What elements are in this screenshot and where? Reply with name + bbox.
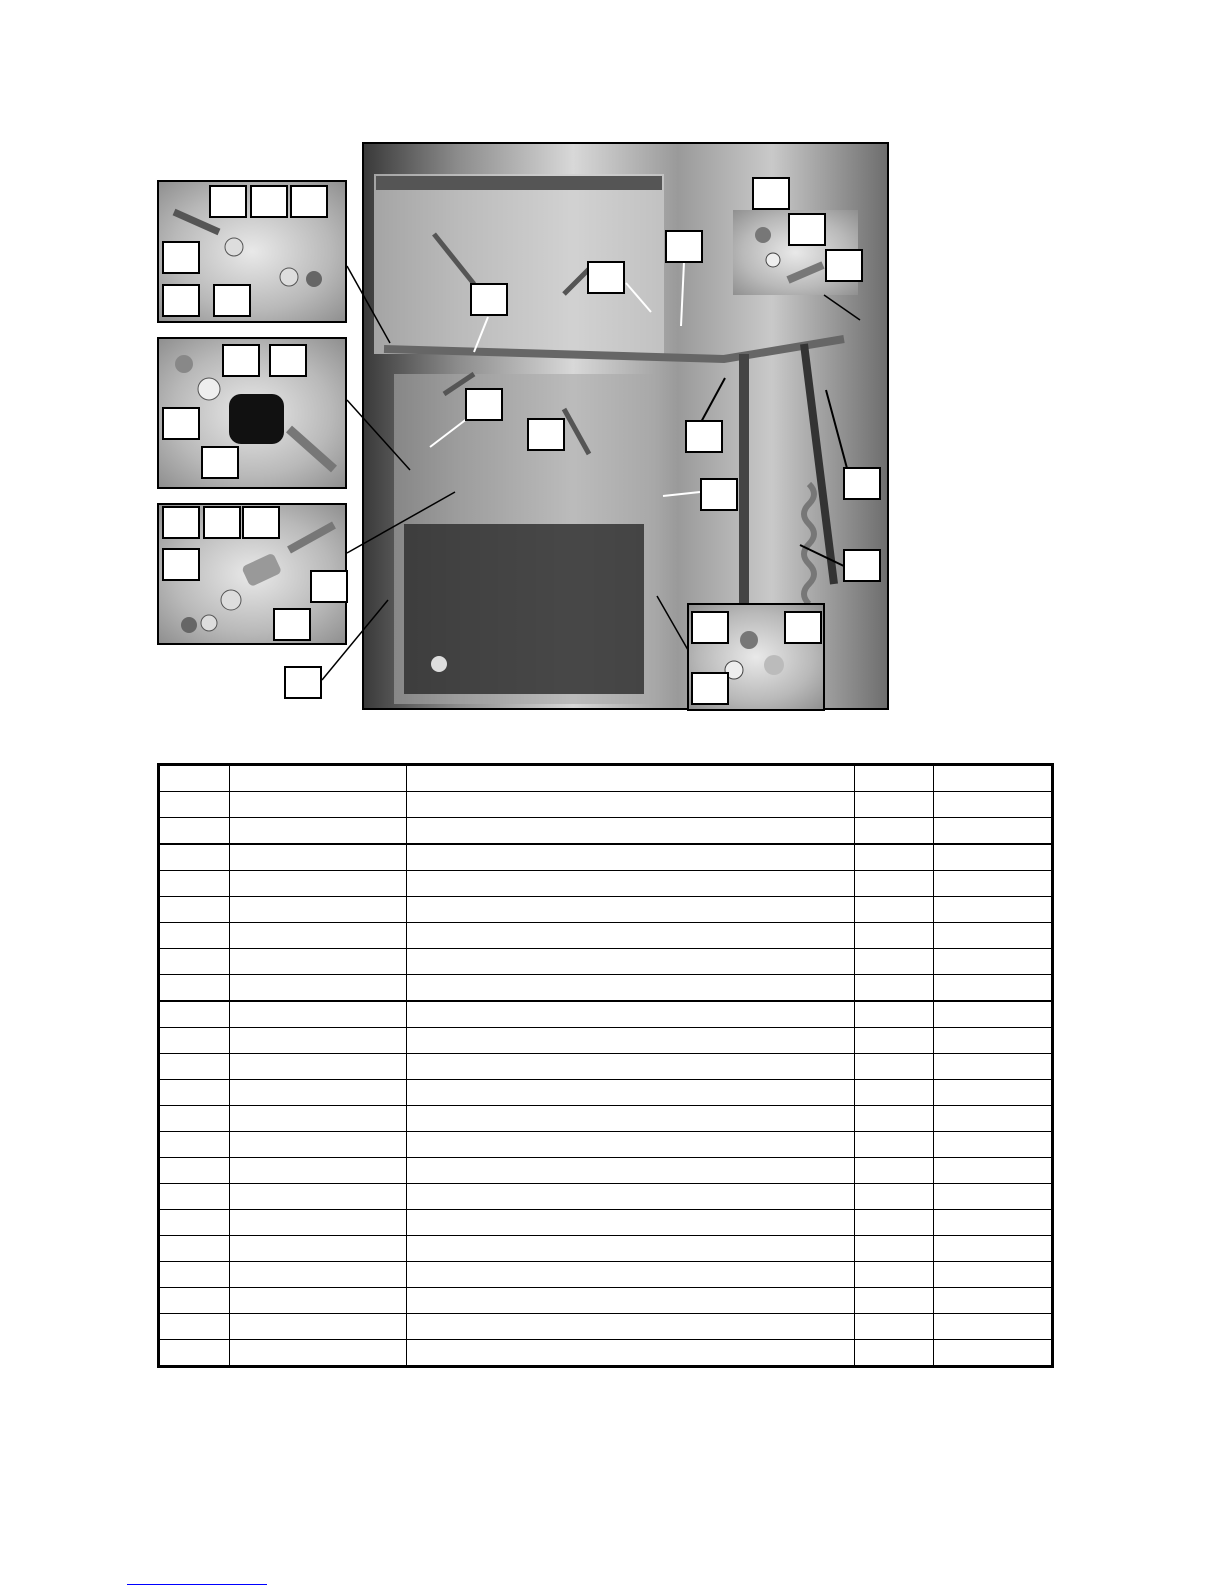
table-cell xyxy=(407,1001,854,1028)
callout-box xyxy=(465,388,503,421)
table-cell xyxy=(854,792,934,818)
table-cell xyxy=(229,1028,406,1054)
table-cell xyxy=(229,1158,406,1184)
callout-box xyxy=(162,407,200,440)
table-cell xyxy=(854,1184,934,1210)
callout-box xyxy=(752,177,790,210)
table-cell xyxy=(159,1054,230,1080)
table-cell xyxy=(407,1210,854,1236)
table-cell xyxy=(934,844,1053,871)
table-cell xyxy=(159,1158,230,1184)
callout-box xyxy=(843,549,881,582)
table-cell xyxy=(854,1001,934,1028)
table-cell xyxy=(159,949,230,975)
table-cell xyxy=(934,1158,1053,1184)
table-cell xyxy=(407,1028,854,1054)
parts-list-table xyxy=(157,763,1054,1368)
table-cell xyxy=(229,923,406,949)
table-cell xyxy=(934,1132,1053,1158)
table-row xyxy=(159,1001,1053,1028)
callout-box xyxy=(222,344,260,377)
callout-box xyxy=(162,241,200,274)
table-cell xyxy=(934,1210,1053,1236)
table-cell xyxy=(229,792,406,818)
table-row xyxy=(159,975,1053,1002)
table-cell xyxy=(854,1028,934,1054)
table-row xyxy=(159,1158,1053,1184)
table-cell xyxy=(854,1340,934,1367)
table-row xyxy=(159,1054,1053,1080)
table-cell xyxy=(854,1314,934,1340)
table-cell xyxy=(229,818,406,845)
table-cell xyxy=(934,1288,1053,1314)
callout-box xyxy=(700,478,738,511)
table-cell xyxy=(159,1028,230,1054)
table-cell xyxy=(854,844,934,871)
table-cell xyxy=(407,818,854,845)
table-cell xyxy=(159,1210,230,1236)
table-cell xyxy=(934,818,1053,845)
table-cell xyxy=(934,1106,1053,1132)
table-cell xyxy=(934,897,1053,923)
callout-box xyxy=(273,608,311,641)
table-cell xyxy=(854,1288,934,1314)
table-row xyxy=(159,1288,1053,1314)
table-cell xyxy=(934,1001,1053,1028)
table-cell xyxy=(407,1132,854,1158)
table-cell xyxy=(934,1184,1053,1210)
table-cell xyxy=(159,1080,230,1106)
table-cell xyxy=(159,1236,230,1262)
table-cell xyxy=(407,765,854,792)
table-cell xyxy=(407,1158,854,1184)
table-row xyxy=(159,1184,1053,1210)
table-cell xyxy=(934,1340,1053,1367)
table-cell xyxy=(159,1132,230,1158)
table-cell xyxy=(229,871,406,897)
table-cell xyxy=(159,844,230,871)
table-row xyxy=(159,1210,1053,1236)
table-cell xyxy=(407,1106,854,1132)
table-cell xyxy=(934,923,1053,949)
table-row xyxy=(159,765,1053,792)
callout-box xyxy=(201,446,239,479)
callout-box xyxy=(269,344,307,377)
callout-box xyxy=(310,570,348,603)
table-cell xyxy=(854,1158,934,1184)
table-row xyxy=(159,1314,1053,1340)
table-cell xyxy=(229,1080,406,1106)
table-cell xyxy=(229,1210,406,1236)
table-cell xyxy=(407,1236,854,1262)
table-cell xyxy=(407,844,854,871)
callout-box xyxy=(784,611,822,644)
table-cell xyxy=(229,1132,406,1158)
table-cell xyxy=(229,1054,406,1080)
table-cell xyxy=(229,975,406,1002)
callout-box xyxy=(843,467,881,500)
table-cell xyxy=(934,1262,1053,1288)
table-cell xyxy=(407,1080,854,1106)
table-cell xyxy=(854,1132,934,1158)
table-cell xyxy=(854,818,934,845)
callout-box xyxy=(691,672,729,705)
table-cell xyxy=(854,1210,934,1236)
callout-box xyxy=(242,506,280,539)
table-cell xyxy=(229,765,406,792)
callout-box xyxy=(691,611,729,644)
table-cell xyxy=(934,1028,1053,1054)
table-cell xyxy=(229,1106,406,1132)
callout-box xyxy=(162,284,200,317)
table-cell xyxy=(407,1184,854,1210)
table-cell xyxy=(229,1314,406,1340)
table-cell xyxy=(854,765,934,792)
table-cell xyxy=(854,949,934,975)
table-row xyxy=(159,792,1053,818)
table-cell xyxy=(159,975,230,1002)
table-cell xyxy=(159,818,230,845)
callout-box xyxy=(470,283,508,316)
table-row xyxy=(159,871,1053,897)
callout-box xyxy=(685,420,723,453)
table-cell xyxy=(934,792,1053,818)
table-cell xyxy=(854,975,934,1002)
table-cell xyxy=(229,1184,406,1210)
table-cell xyxy=(159,923,230,949)
table-cell xyxy=(159,897,230,923)
table-cell xyxy=(229,1288,406,1314)
table-row xyxy=(159,1028,1053,1054)
table-row xyxy=(159,1262,1053,1288)
callout-box xyxy=(203,506,241,539)
table-cell xyxy=(407,871,854,897)
table-cell xyxy=(934,1236,1053,1262)
table-row xyxy=(159,818,1053,845)
table-cell xyxy=(407,949,854,975)
callout-box xyxy=(162,506,200,539)
callout-box xyxy=(284,666,322,699)
table-row xyxy=(159,1080,1053,1106)
table-cell xyxy=(854,1080,934,1106)
table-cell xyxy=(407,1314,854,1340)
table-row xyxy=(159,844,1053,871)
callout-box xyxy=(825,249,863,282)
table-row xyxy=(159,1106,1053,1132)
table-cell xyxy=(407,975,854,1002)
callout-box xyxy=(250,185,288,218)
table-cell xyxy=(934,1054,1053,1080)
table-cell xyxy=(159,1262,230,1288)
table-cell xyxy=(159,1106,230,1132)
table-cell xyxy=(229,844,406,871)
table-cell xyxy=(934,949,1053,975)
table-cell xyxy=(934,871,1053,897)
table-cell xyxy=(159,871,230,897)
table-cell xyxy=(854,871,934,897)
table-cell xyxy=(934,1080,1053,1106)
table-cell xyxy=(934,1314,1053,1340)
table-cell xyxy=(159,1001,230,1028)
callout-box xyxy=(162,548,200,581)
table-cell xyxy=(407,1054,854,1080)
table-row xyxy=(159,1340,1053,1367)
table-cell xyxy=(229,1001,406,1028)
callout-box xyxy=(788,213,826,246)
table-cell xyxy=(854,1236,934,1262)
table-row xyxy=(159,897,1053,923)
table-cell xyxy=(407,1262,854,1288)
table-cell xyxy=(229,897,406,923)
table-cell xyxy=(229,1340,406,1367)
table-cell xyxy=(854,897,934,923)
table-cell xyxy=(229,1236,406,1262)
table-cell xyxy=(407,792,854,818)
table-cell xyxy=(159,1314,230,1340)
table-row xyxy=(159,923,1053,949)
table-cell xyxy=(159,792,230,818)
table-cell xyxy=(407,1288,854,1314)
table-cell xyxy=(407,1340,854,1367)
callout-box xyxy=(587,261,625,294)
table-cell xyxy=(159,1184,230,1210)
table-cell xyxy=(854,1054,934,1080)
callout-box xyxy=(527,418,565,451)
table-cell xyxy=(159,1288,230,1314)
callout-box xyxy=(290,185,328,218)
table-cell xyxy=(854,1262,934,1288)
table-cell xyxy=(159,1340,230,1367)
table-cell xyxy=(934,765,1053,792)
table-cell xyxy=(854,923,934,949)
table-cell xyxy=(854,1106,934,1132)
callout-box xyxy=(213,284,251,317)
table-cell xyxy=(934,975,1053,1002)
table-cell xyxy=(229,949,406,975)
table-cell xyxy=(407,923,854,949)
table-cell xyxy=(229,1262,406,1288)
table-cell xyxy=(407,897,854,923)
table-row xyxy=(159,1236,1053,1262)
table-cell xyxy=(159,765,230,792)
table-row xyxy=(159,949,1053,975)
callout-box xyxy=(209,185,247,218)
table-row xyxy=(159,1132,1053,1158)
callout-box xyxy=(665,230,703,263)
